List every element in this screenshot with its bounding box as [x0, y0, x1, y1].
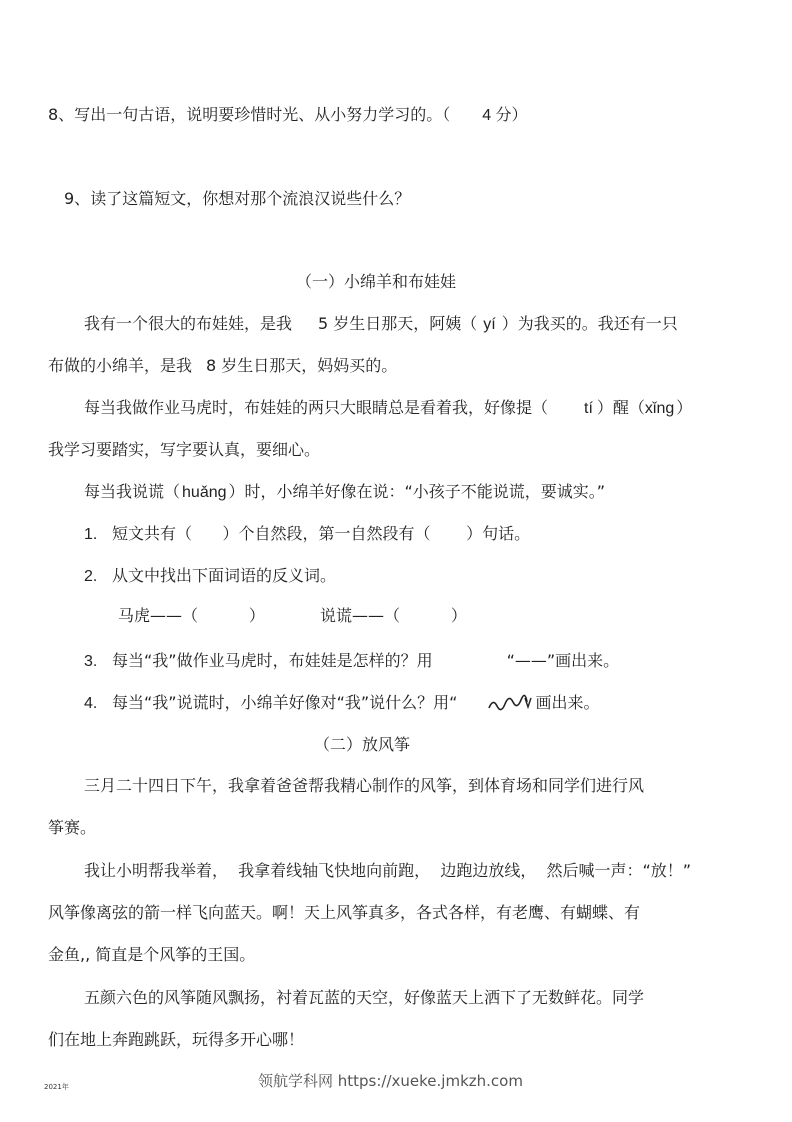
- pinyin: tí: [584, 400, 593, 417]
- question-8: [48, 105, 528, 126]
- story-2-paragraph-1-line-1: 三月二十四日下午，我拿着爸爸帮我精心制作的风筝，到体育场和同学们进行风: [84, 776, 645, 795]
- question-number: 3.: [84, 653, 98, 670]
- story-1-paragraph-2-line-2: 我学习要踏实，写字要认真，要细心。: [48, 440, 321, 459]
- story-1-title: （一）小绵羊和布娃娃: [296, 272, 457, 291]
- pinyin: huǎng: [182, 484, 227, 501]
- question-number: 8、: [48, 105, 75, 124]
- story-2-title: （二）放风筝: [314, 735, 411, 754]
- sub-question-1: [84, 524, 530, 545]
- wavy-line-icon: [487, 694, 533, 714]
- text-run: 8 岁生日那天，妈妈买的。: [206, 356, 398, 375]
- sub-question-4: [84, 693, 599, 714]
- text-run: ）: [676, 398, 693, 417]
- text-run: ）醒（: [596, 398, 645, 417]
- text-run: ）为我买的。我还有一只: [501, 314, 678, 333]
- story-2-paragraph-1-line-2: 筝赛。: [48, 818, 97, 837]
- question-text-tail: “——”画出来。: [506, 651, 620, 670]
- question-score: 4 分）: [482, 107, 528, 124]
- question-text: 写出一句古语，说明要珍惜时光、从小努力学习的。（: [74, 105, 451, 124]
- text-run: 5 岁生日那天，阿姨（: [318, 314, 478, 333]
- story-1-paragraph-1-line-2: [48, 356, 397, 376]
- pinyin: xǐng: [644, 400, 675, 417]
- question-text-tail: 画出来。: [535, 693, 600, 712]
- question-text: 每当“我”说谎时，小绵羊好像对“我”说什么？用“: [112, 693, 458, 712]
- question-number: 4.: [84, 695, 98, 712]
- story-1-paragraph-1-line-1: [84, 314, 678, 335]
- question-text: 短文共有（ ）个自然段，第一自然段有（ ）句话。: [112, 524, 531, 543]
- story-2-paragraph-2-line-3: 金鱼,, 简直是个风筝的王国。: [48, 945, 256, 964]
- text-run: 每当我说谎（: [84, 482, 181, 501]
- text-run: ）时，小绵羊好像在说：“小孩子不能说谎，要诚实。”: [228, 482, 606, 501]
- footer-year: 2021年: [44, 1083, 69, 1091]
- question-number: 1.: [84, 526, 98, 543]
- pinyin: yí: [483, 316, 496, 333]
- text-run: 每当我做作业马虎时，布娃娃的两只大眼睛总是看着我，好像提（: [84, 398, 549, 417]
- story-2-paragraph-3-line-1: 五颜六色的风筝随风飘扬，衬着瓦蓝的天空，好像蓝天上洒下了无数鲜花。同学: [84, 988, 645, 1007]
- story-2-paragraph-3-line-2: 们在地上奔跑跳跃，玩得多开心哪！: [48, 1030, 305, 1049]
- question-text: 每当“我”做作业马虎时，布娃娃是怎样的？用: [112, 651, 433, 670]
- antonym-pair-2: 说谎——（ ）: [320, 606, 467, 625]
- story-2-paragraph-2-line-1: 我让小明帮我举着， 我拿着线轴飞快地向前跑， 边跑边放线， 然后喊一声：“放！”: [84, 861, 692, 880]
- question-9: [64, 189, 410, 209]
- question-text: 从文中找出下面词语的反义词。: [112, 566, 337, 585]
- sub-question-2: [84, 566, 336, 587]
- question-text: 读了这篇短文，你想对那个流浪汉说些什么？: [90, 189, 411, 208]
- text-run: 我有一个很大的布娃娃，是我: [84, 314, 293, 333]
- question-number: 2.: [84, 568, 98, 585]
- footer-watermark: 领航学科网 https://xueke.jmkzh.com: [258, 1072, 523, 1090]
- story-1-paragraph-2-line-1: [84, 398, 692, 419]
- question-number: 9、: [64, 189, 91, 208]
- text-run: 布做的小绵羊，是我: [48, 356, 193, 375]
- antonym-pair-1: 马虎——（ ）: [118, 606, 265, 625]
- story-2-paragraph-2-line-2: 风筝像离弦的箭一样飞向蓝天。啊！天上风筝真多，各式各样，有老鹰、有蝴蝶、有: [48, 903, 641, 922]
- sub-question-3: [84, 651, 619, 672]
- story-1-paragraph-3: [84, 482, 605, 503]
